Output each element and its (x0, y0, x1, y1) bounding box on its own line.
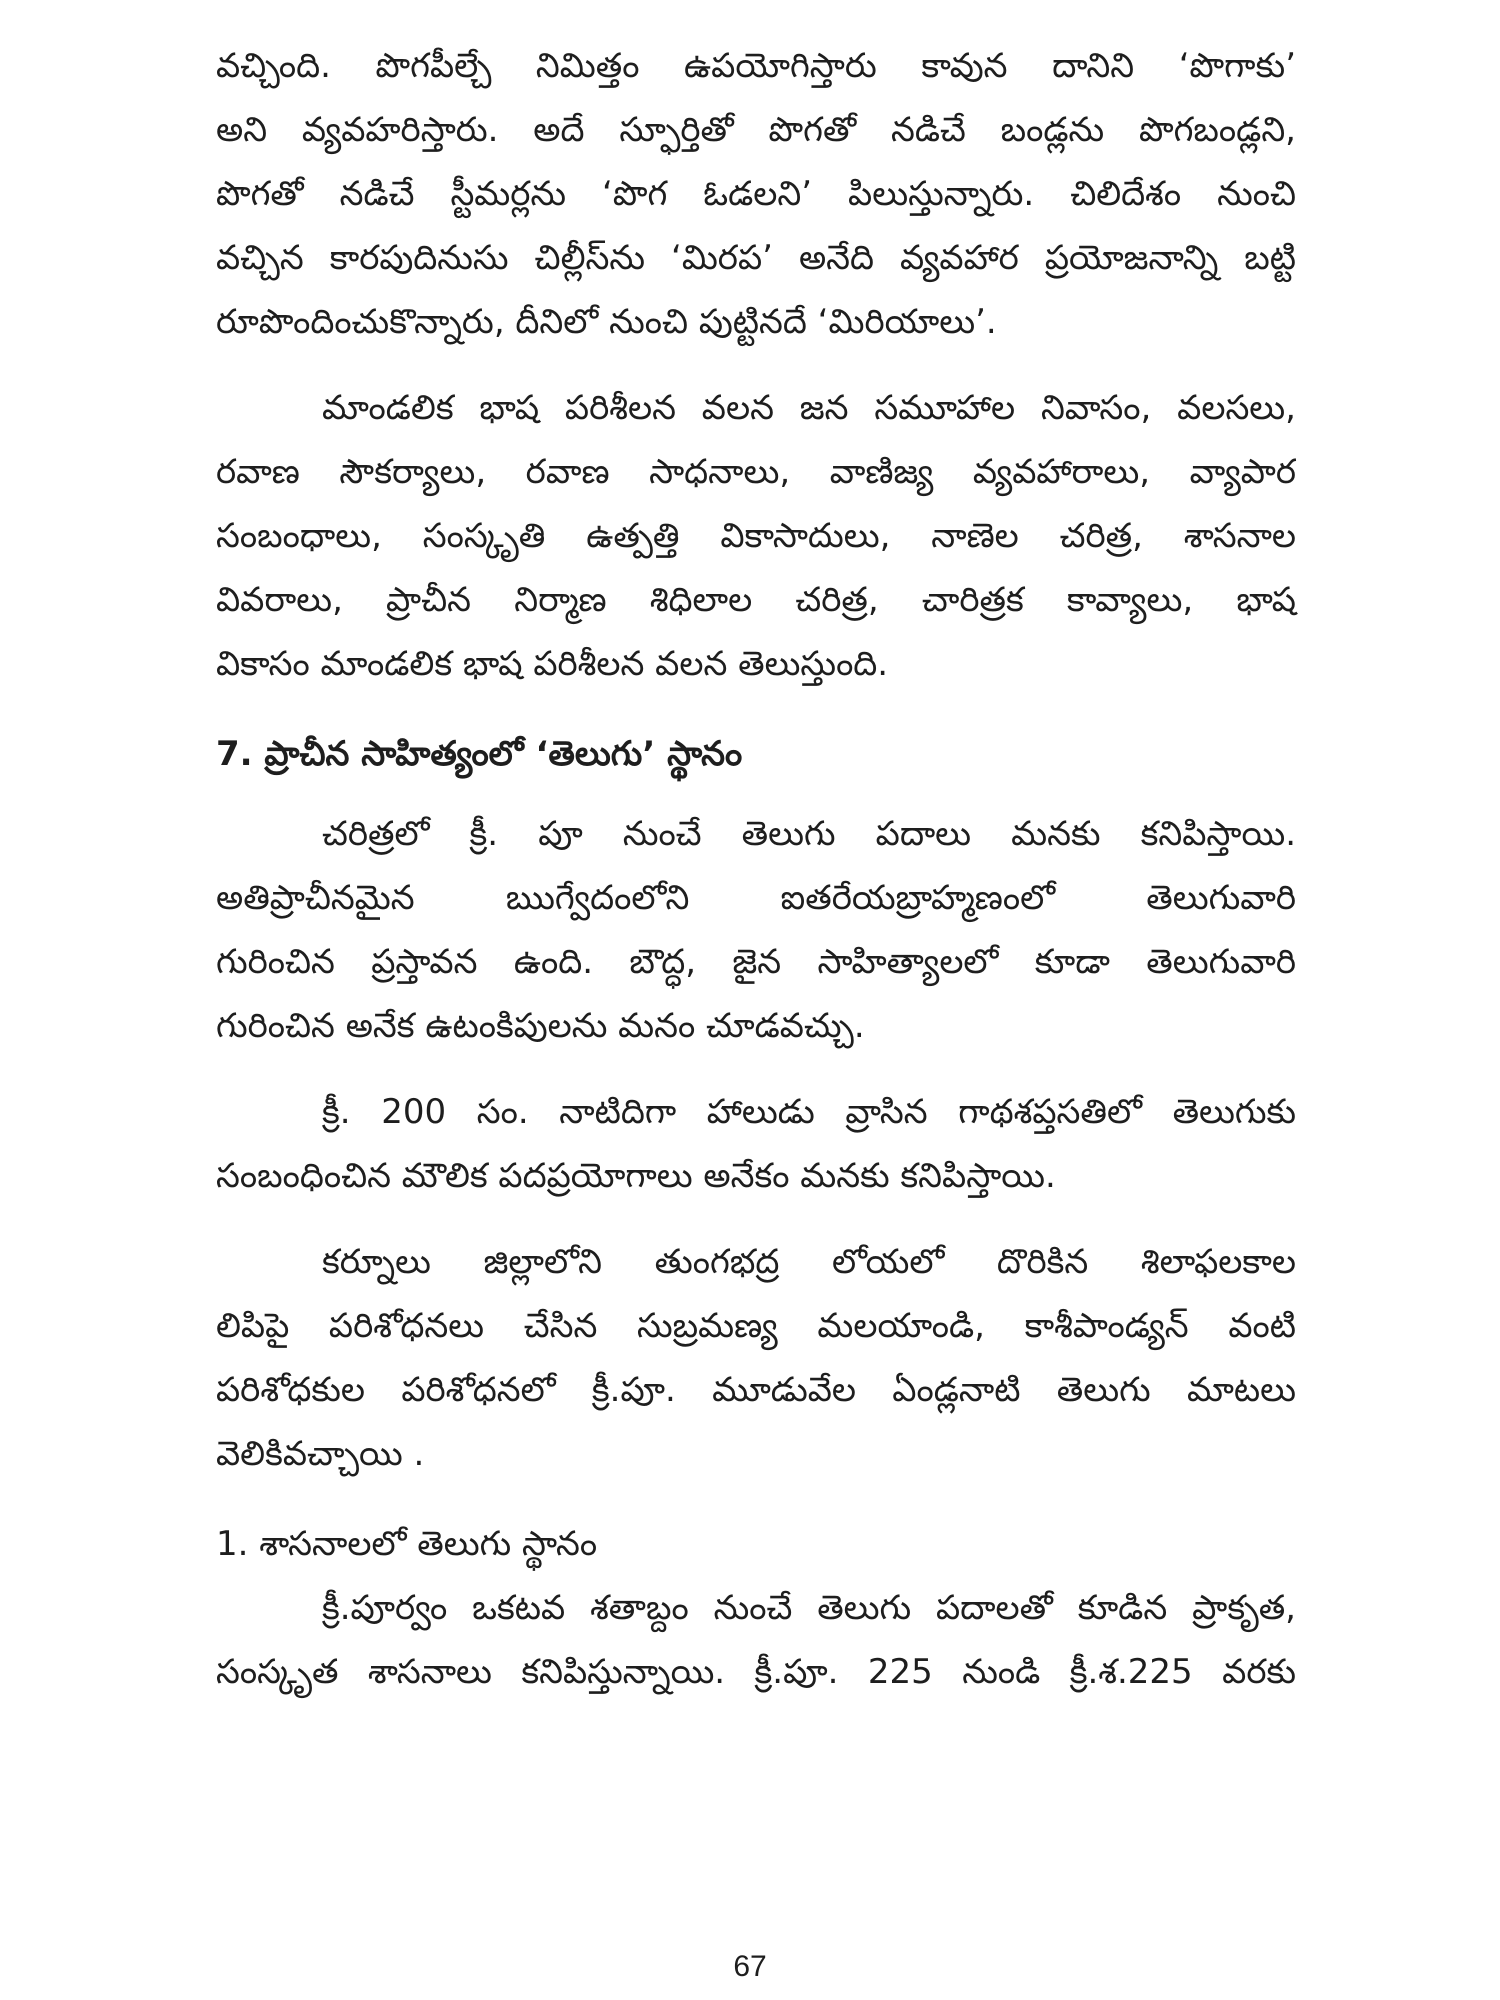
text-line: మాండలిక భాష పరిశీలన వలన జన సమూహాల నివాసం, వలసలు, (322, 388, 1296, 428)
text-line: వికాసం మాండలిక భాష పరిశీలన వలన తెలుస్తుంది. (216, 644, 889, 684)
text-line: అని వ్యవహరిస్తారు. అదే స్ఫూర్తితో పొగతో నడిచే బండ్లను పొగబండ్లని, (216, 110, 1296, 150)
text-line: రవాణ సౌకర్యాలు, రవాణ సాధనాలు, వాణిజ్య వ్యవహారాలు, వ్యాపార (216, 452, 1296, 492)
text-line: చరిత్రలో క్రీ. పూ నుంచే తెలుగు పదాలు మనకు కనిపిస్తాయి. (322, 814, 1296, 854)
text-line: సంబంధాలు, సంస్కృతి ఉత్పత్తి వికాసాదులు, నాణెల చరిత్ర, శాసనాల (216, 516, 1296, 556)
text-line: వివరాలు, ప్రాచీన నిర్మాణ శిధిలాల చరిత్ర, చారిత్రక కావ్యాలు, భాష (216, 580, 1296, 620)
text-line: గురించిన అనేక ఉటంకిపులను మనం చూడవచ్చు. (216, 1006, 865, 1046)
text-line: పొగతో నడిచే స్టీమర్లను ‘పొగ ఓడలని’ పిలుస్తున్నారు. చిలిదేశం నుంచి (216, 174, 1296, 214)
text-line: లిపిపై పరిశోధనలు చేసిన సుబ్రమణ్య మలయాండి, కాశీపాండ్యన్ వంటి (216, 1306, 1296, 1346)
text-line: క్రీ.పూర్వం ఒకటవ శతాబ్దం నుంచే తెలుగు పదాలతో కూడిన ప్రాకృత, (322, 1588, 1296, 1628)
page-number: 67 (733, 1950, 767, 1983)
text-line: వచ్చింది. పొగపీల్చే నిమిత్తం ఉపయోగిస్తారు కావున దానిని ‘పొగాకు’ (216, 46, 1296, 86)
text-line: వెలికివచ్చాయి . (216, 1434, 425, 1474)
text-line: క్రీ. 200 సం. నాటిదిగా హాలుడు వ్రాసిన గాథశప్తసతిలో తెలుగుకు (322, 1092, 1296, 1132)
text-line: సంబంధించిన మౌలిక పదప్రయోగాలు అనేకం మనకు కనిపిస్తాయి. (216, 1156, 1056, 1196)
text-line: కర్నూలు జిల్లాలోని తుంగభద్ర లోయలో దొరికిన శిలాఫలకాల (322, 1242, 1296, 1282)
text-line: గురించిన ప్రస్తావన ఉంది. బౌద్ధ, జైన సాహిత్యాలలో కూడా తెలుగువారి (216, 942, 1296, 982)
text-line: వచ్చిన కారపుదినుసు చిల్లీస్‌ను ‘మిరప’ అనేది వ్యవహార ప్రయోజనాన్ని బట్టి (216, 238, 1296, 278)
subsection-heading: 1. శాసనాలలో తెలుగు స్థానం (216, 1524, 598, 1564)
text-line: సంస్కృత శాసనాలు కనిపిస్తున్నాయి. క్రీ.పూ. 225 నుండి క్రీ.శ.225 వరకు (216, 1652, 1296, 1692)
text-line: పరిశోధకుల పరిశోధనలో క్రీ.పూ. మూడువేల ఏండ్లనాటి తెలుగు మాటలు (216, 1370, 1296, 1410)
text-line: అతిప్రాచీనమైన ఋగ్వేదంలోని ఐతరేయబ్రాహ్మణంలో తెలుగువారి (216, 878, 1296, 918)
text-line: రూపొందించుకొన్నారు, దీనిలో నుంచి పుట్టినదే ‘మిరియాలు’. (216, 302, 997, 342)
section-heading: 7. ప్రాచీన సాహిత్యంలో ‘తెలుగు’ స్థానం (216, 734, 743, 774)
